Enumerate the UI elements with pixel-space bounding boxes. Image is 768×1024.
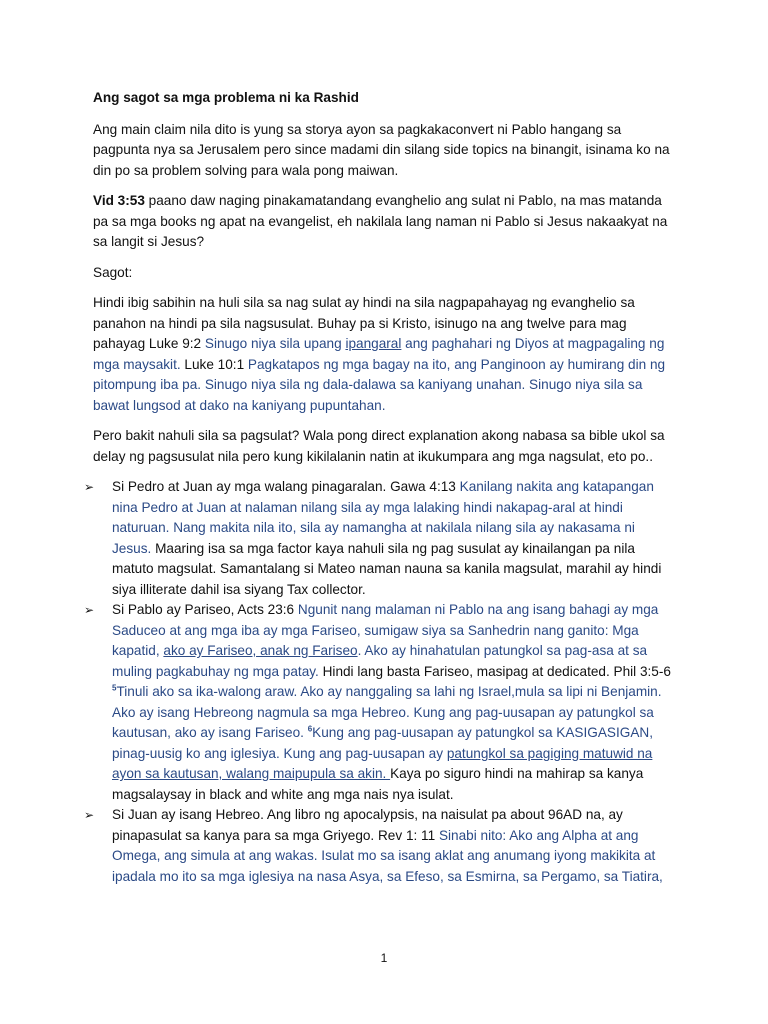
acts-23-6-quote-end: . Ako ay hinahatulan patungkol sa pag-asa at sa muling pagkabuhay ng mga patay. (112, 643, 648, 679)
acts-23-6-quote: Ngunit nang malaman ni Pablo na ang isang bahagi ay mga Saduceo at ang mga iba ay mga Fariseo, sumigaw siya sa Sanhedrin nang ganito: Mga kapatid, (112, 602, 659, 658)
acts-23-6-underlined: ako ay Fariseo, anak ng Fariseo (163, 643, 358, 658)
question-text: paano daw naging pinakamatandang evanghelio ang sulat ni Pablo, na mas matanda pa sa mga books ng apat na evangelist, eh nakilala lang naman ni Pablo si Jesus nakaakyat na sa langit si Jesus? (93, 193, 668, 249)
list-item (84, 477, 672, 600)
video-reference: Vid 3:53 (93, 193, 145, 208)
phil-3-5-quote: Tinuli ako sa ika-walong araw. Ako ay nanggaling sa lahi ng Israel,mula sa lipi ni Benjamin. Ako ay isang Hebreong nagmula sa mga Hebreo. Kung ang pag-uusapan ay patungkol sa kautusan, ako ay isang Fariseo. (112, 684, 662, 740)
list-item (84, 600, 672, 805)
bullet-text: Maaring isa sa mga factor kaya nahuli sila ng pag susulat ay kinailangan pa nila matuto magsulat. Samantalang si Mateo naman nauna sa kanila magsulat, marahil ay hindi siya illiterate dahil isa siyang Tax collector. (112, 540, 662, 597)
luke-9-2-quote-end: ang paghahari ng Diyos at magpagaling ng mga maysakit. (93, 336, 665, 372)
delay-paragraph: Pero bakit nahuli sila sa pagsulat? Wala pong direct explanation akong nabasa sa bible ukol sa delay ng pagsusulat nila pero kung kikilalanin natin at ikukumpara ang mga nagsulat, eto po.. (93, 428, 665, 464)
bullet-text: Kaya po siguro hindi na mahirap sa kanya magsalaysay in black and white ang mga nais nya isulat. (112, 766, 644, 802)
page-number: 1 (380, 951, 388, 965)
luke-10-1-quote: Pagkatapos ng mga bagay na ito, ang Panginoon ay humirang din ng pitompung iba pa. Sinugo niya sila ng dala-dalawa sa kaniyang unahan. Sinugo niya sila sa bawat lungsod at dako na kaniyang pupuntahan. (93, 356, 666, 413)
arrow-bullet-icon: ➢ (84, 808, 95, 822)
luke-9-2-quote: Sinugo niya sila upang (204, 336, 346, 351)
bullet-text: Si Pablo ay Pariseo, Acts 23:6 (112, 602, 298, 617)
verse-number: 6 (307, 724, 313, 734)
bullet-text: Si Pedro at Juan ay mga walang pinagaralan. Gawa 4:13 (112, 479, 460, 494)
answer-label: Sagot: (93, 264, 133, 280)
phil-3-6-quote: Kung ang pag-uusapan ay patungkol sa KASIGASIGAN, pinag-uusig ko ang iglesiya. Kung ang pag-uusapan ay (112, 725, 653, 761)
answer-text: Hindi ibig sabihin na huli sila sa nag sulat ay hindi na sila nagpapahayag ng evanghelio sa panahon na hindi pa sila nagsusulat. Buhay pa si Kristo, isinugo na ang twelve para mag pahayag Luke 9:2 (93, 295, 635, 351)
intro-paragraph: Ang main claim nila dito is yung sa storya ayon sa pagkakaconvert ni Pablo hangang sa pagpunta nya sa Jerusalem pero since madami din silang side topics na binangit, isinama ko na din po sa problem solving para wala pong maiwan. (93, 121, 670, 178)
answer-paragraph (93, 293, 672, 416)
bullet-text: Si Juan ay isang Hebreo. Ang libro ng apocalypsis, na naisulat pa about 96AD na, ay pinapasulat sa kanya para sa mga Griyego. Rev 1: 11 (112, 807, 623, 843)
bullet-list (84, 477, 672, 887)
rev-1-11-quote: Sinabi nito: Ako ang Alpha at ang Omega, ang simula at ang wakas. Isulat mo sa isang aklat ang anumang iyong makikita at ipadala mo ito sa mga iglesiya na nasa Asya, sa Efeso, sa Esmirna, sa Pergamo, sa Tiatira, (112, 827, 663, 884)
document-title: Ang sagot sa mga problema ni ka Rashid (93, 90, 359, 105)
question-paragraph (93, 191, 672, 253)
list-item (84, 805, 672, 887)
luke-9-2-underlined: ipangaral (345, 336, 402, 351)
bullet-text: Hindi lang basta Fariseo, masipag at dedicated. Phil 3:5-6 (318, 663, 671, 679)
verse-number: 5 (112, 683, 117, 693)
luke-10-1-ref: Luke 10:1 (180, 356, 248, 372)
phil-3-6-underlined: patungkol sa pagiging matuwid na ayon sa kautusan, walang maipupula sa akin. (112, 745, 653, 781)
arrow-bullet-icon: ➢ (84, 603, 95, 617)
arrow-bullet-icon: ➢ (84, 480, 95, 494)
acts-4-13-quote: Kanilang nakita ang katapangan nina Pedro at Juan at nalaman nilang sila ay mga lalaking hindi nakapag-aral at hindi naturuan. Nang makita nila ito, sila ay namangha at nakilala nilang sila ay nakasama ni Jesus. (112, 479, 654, 556)
